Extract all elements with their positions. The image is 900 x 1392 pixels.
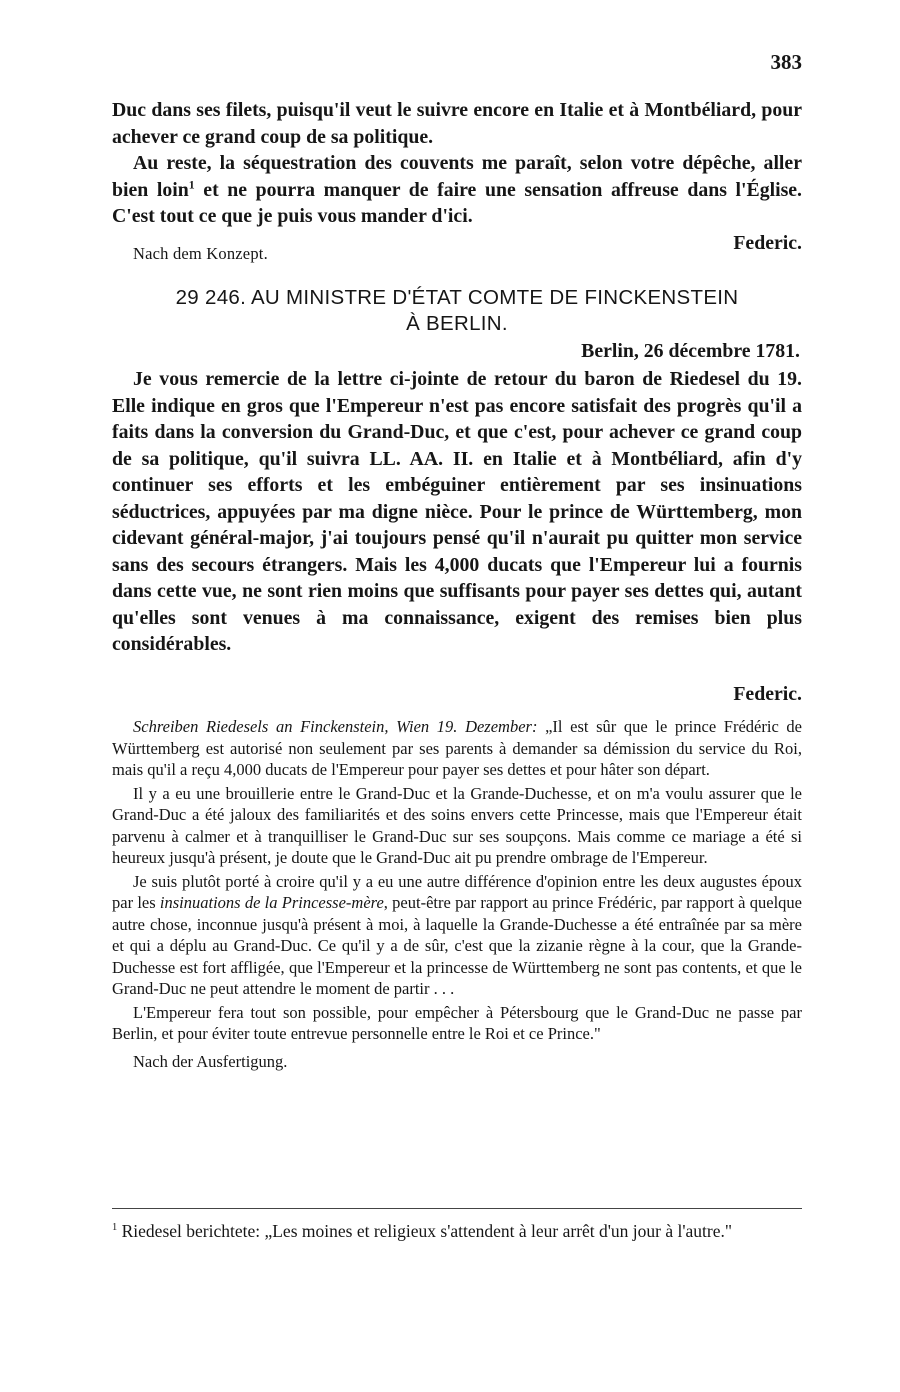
source-note-2: Nach der Ausfertigung.: [133, 1051, 288, 1071]
footnote: [112, 1220, 802, 1242]
continuation-text: [112, 97, 802, 230]
annotation-paragraph-2: Il y a eu une brouillerie entre le Grand-Duc et la Grande-Duchesse, et on m'a voulu assurer que le Grand-Duc a été jaloux des familiarités et des soins envers cette Princesse, mais que l'Empereur était parvenu à calmer et à tranquilliser le Grand-Duc sur ses soupçons. Mais comme ce mariage a été si heureux jusqu'à présent, je doute que le Grand-Duc ait pu prendre ombrage de l'Empereur.: [112, 783, 802, 867]
signature-2: Federic.: [733, 683, 802, 705]
annotation-p3-text-b: , peut-être par rapport au prince Frédéric, par rapport à quelque autre chose, inconnue jusqu'à présent à moi, à laquelle la Grande-Duchesse a été entraînée par sa mère et qui a déplu au Grand-Duc. Ce qu'il y a de sûr, c'est que la zizanie règne à la cour, que la Grande-Duchesse est fort affligée, que l'Empereur et la princesse de Württemberg ne sont pas contents, et que le Grand-Duc ne peut attendre le moment de partir . . .: [112, 893, 802, 998]
annotation-p1-text: „Il est sûr que le prince Frédéric de Württemberg est autorisé non seulement par ses parents à demander sa démission du service du Roi, mais qu'il a reçu 4,000 ducats de l'Empereur pour payer ses dettes et pour hâter son départ.: [112, 717, 802, 779]
annotation-intro: Schreiben Riedesels an Finckenstein, Wien 19. Dezember:: [133, 717, 538, 736]
annotation-paragraph-3: [112, 871, 802, 1000]
letter-body: [112, 366, 802, 658]
continuation-paragraph-2: [112, 150, 802, 230]
annotation-paragraph-4: L'Empereur fera tout son possible, pour empêcher à Pétersbourg que le Grand-Duc ne passe par Berlin, et pour éviter toute entrevue personnelle entre le Roi et ce Prince.": [112, 1002, 802, 1043]
continuation-p2-text-a: Au reste, la séquestration des couvents me paraît, selon votre dépêche, aller bien loin: [112, 152, 802, 201]
annotation-block: [112, 716, 802, 1074]
source-note-1: Nach dem Konzept.: [133, 244, 268, 263]
footnote-reference: 1: [188, 176, 195, 191]
annotation-p3-italic: insinuations de la Princesse-mère: [159, 893, 384, 912]
letter-heading: [112, 285, 802, 337]
continuation-paragraph-1: Duc dans ses filets, puisqu'il veut le suivre encore en Italie et à Montbéliard, pour achever ce grand coup de sa politique.: [112, 99, 802, 148]
footnote-divider: [112, 1208, 802, 1209]
footnote-text: Riedesel berichtete: „Les moines et religieux s'attendent à leur arrêt d'un jour à l'autre.": [117, 1221, 733, 1241]
continuation-p2-text-b: et ne pourra manquer de faire une sensation affreuse dans l'Église. C'est tout ce que je puis vous mander d'ici.: [112, 178, 802, 227]
letter-paragraph: Je vous remercie de la lettre ci-jointe de retour du baron de Riedesel du 19. Elle indique en gros que l'Empereur n'est pas encore satisfait des progrès qu'il a faits dans la conversion du Grand-Duc, et que c'est, pour achever ce grand coup de sa politique, qu'il suivra LL. AA. II. en Italie et à Montbéliard, afin d'y continuer ses efforts et les embéguiner entièrement par ses insinuations séductrices, appuyées par ma digne nièce. Pour le prince de Württemberg, mon cidevant général-major, j'ai toujours pensé qu'il n'aurait pu quitter mon service sans des secours étrangers. Mais les 4,000 ducats que l'Empereur lui a fournis dans cette vue, ne sont rien moins que suffisants pour payer ses dettes qui, autant qu'elles sont venues à ma connaissance, exigent des remises bien plus considérables.: [112, 368, 802, 655]
annotation-p3-text-a: Je suis plutôt porté à croire qu'il y a eu une autre différence d'opinion entre les deux augustes époux par les: [112, 871, 802, 912]
signature-1: Federic.: [733, 232, 802, 254]
page-number: 383: [770, 50, 802, 74]
letter-heading-line-2: À BERLIN.: [406, 312, 508, 335]
letter-heading-line-1: 29 246. AU MINISTRE D'ÉTAT COMTE DE FINCKENSTEIN: [175, 286, 739, 309]
letter-dateline: Berlin, 26 décembre 1781.: [581, 340, 800, 362]
annotation-paragraph-1: [112, 716, 802, 781]
footnote-marker: 1: [112, 1222, 118, 1234]
